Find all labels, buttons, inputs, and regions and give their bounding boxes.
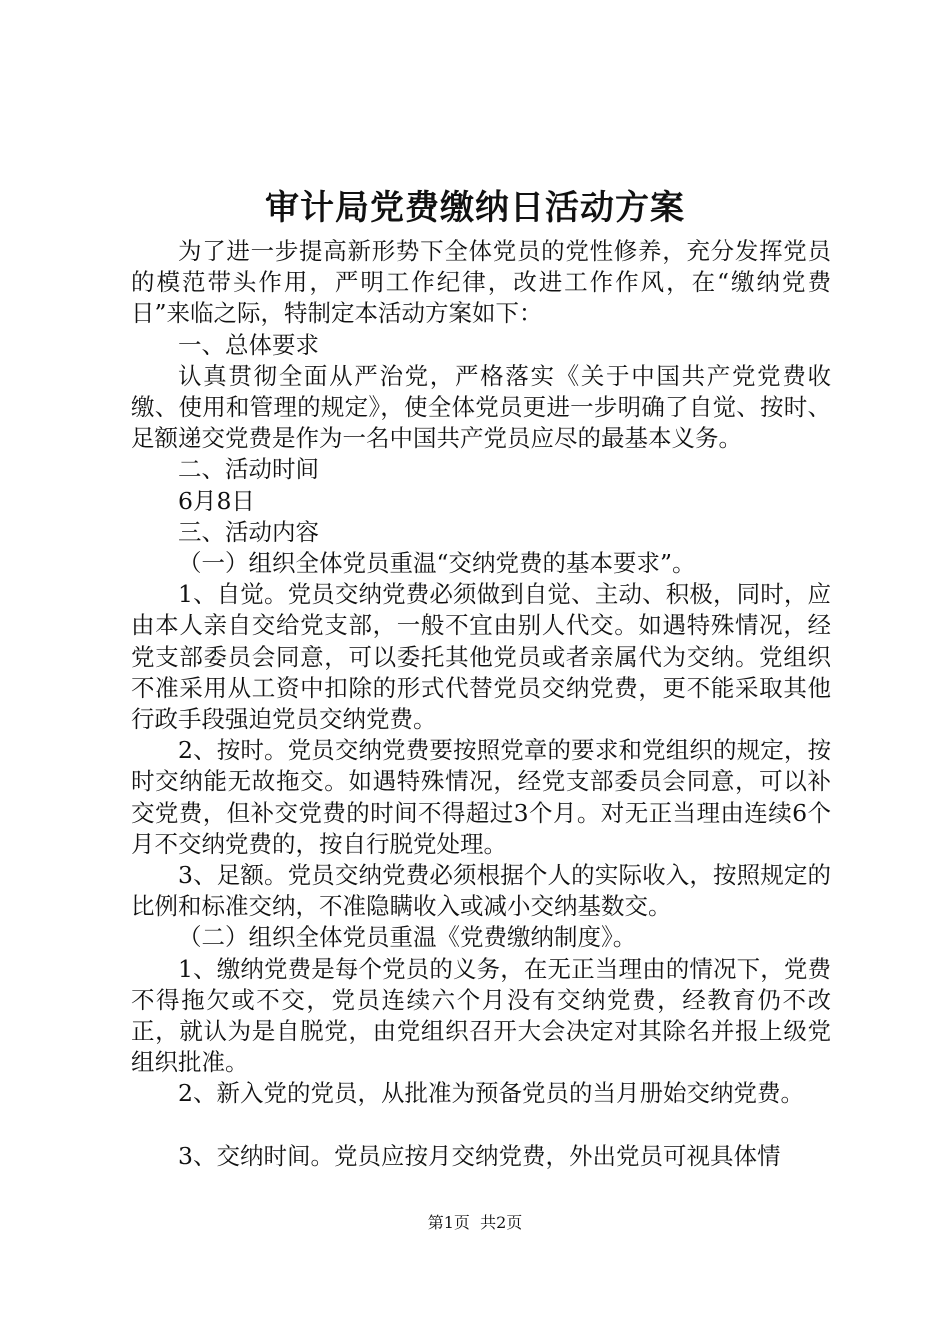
paragraph-intro: 为了进一步提高新形势下全体党员的党性修养，充分发挥党员的模范带头作用，严明工作纪律，改进工作作风，在“缴纳党费日”来临之际，特制定本活动方案如下： <box>131 237 831 328</box>
paragraph-system-item-3: 3、交纳时间。党员应按月交纳党费，外出党员可视具体情 <box>178 1141 781 1170</box>
document-title: 审计局党费缴纳日活动方案 <box>265 188 685 228</box>
paragraph-requirements: 认真贯彻全面从严治党，严格落实《关于中国共产党党费收缴、使用和管理的规定》，使全体党员更进一步明确了自觉、按时、足额递交党费是作为一名中国共产党员应尽的最基本义务。 <box>131 361 831 453</box>
paragraph-system-item-1: 1、缴纳党费是每个党员的义务，在无正当理由的情况下，党费不得拖欠或不交，党员连续六个月没有交纳党费，经教育仍不改正，就认为是自脱党，由党组织召开大会决定对其除名并报上级党组织批准。 <box>131 954 831 1077</box>
paragraph-system-item-2: 2、新入党的党员，从批准为预备党员的当月册始交纳党费。 <box>178 1079 804 1108</box>
heading-general-requirements: 一、总体要求 <box>178 330 319 359</box>
page-number-label: 第1页 共2页 <box>427 1213 523 1232</box>
subheading-basic-requirements: （一）组织全体党员重温“交纳党费的基本要求”。 <box>178 549 696 578</box>
paragraph-date: 6月8日 <box>178 486 255 515</box>
paragraph-item-conscious: 1、自觉。党员交纳党费必须做到自觉、主动、积极，同时，应由本人亲自交给党支部，一般不宜由别人代交。如遇特殊情况，经党支部委员会同意，可以委托其他党员或者亲属代为交纳。党组织不准采用从工资中扣除的形式代替党员交纳党费，更不能采取其他行政手段强迫党员交纳党费。 <box>131 580 831 734</box>
document-body <box>131 236 831 1172</box>
heading-activity-content: 三、活动内容 <box>178 517 319 546</box>
paragraph-item-on-time: 2、按时。党员交纳党费要按照党章的要求和党组织的规定，按时交纳能无故拖交。如遇特殊情况，经党支部委员会同意，可以补交党费，但补交党费的时间不得超过3个月。对无正当理由连续6个月不交纳党费的，按自行脱党处理。 <box>131 736 831 858</box>
page-footer <box>0 1212 950 1234</box>
paragraph-item-full-amount: 3、足额。党员交纳党费必须根据个人的实际收入，按照规定的比例和标准交纳，不准隐瞒收入或减小交纳基数交。 <box>131 861 831 921</box>
heading-activity-time: 二、活动时间 <box>178 455 319 484</box>
subheading-payment-system: （二）组织全体党员重温《党费缴纳制度》。 <box>178 923 637 952</box>
